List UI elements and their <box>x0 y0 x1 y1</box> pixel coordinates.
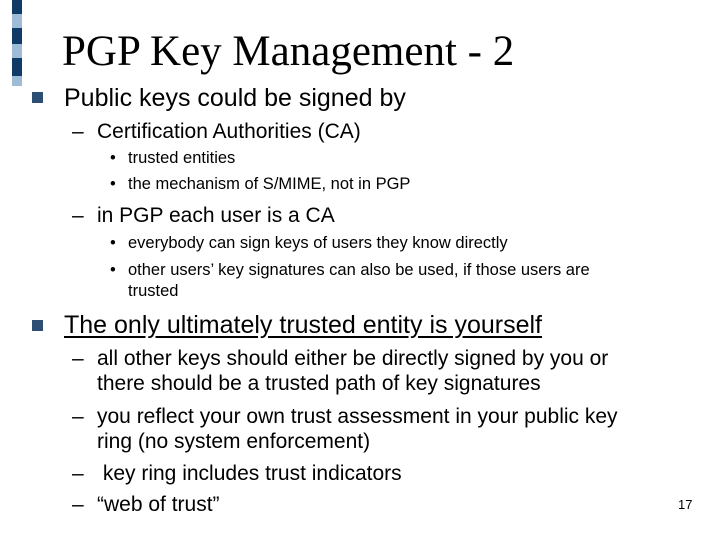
sub-bullet-text: “web of trust” <box>97 493 220 516</box>
bullet-text: The only ultimately trusted entity is yourself <box>64 311 542 339</box>
dot-marker: • <box>110 149 116 167</box>
square-bullet-icon <box>32 92 43 103</box>
bullet-text: Public keys could be signed by <box>64 84 406 112</box>
sub-bullet-text: there should be a trusted path of key signatures <box>97 372 541 395</box>
decorative-stripe <box>0 0 24 540</box>
sub-bullet-text: all other keys should either be directly signed by you or <box>97 347 609 370</box>
stripe-block <box>12 44 22 58</box>
dot-marker: • <box>110 234 116 252</box>
sub-bullet-text: in PGP each user is a CA <box>97 204 335 227</box>
dash-marker: – <box>72 347 84 370</box>
stripe-block <box>12 0 22 14</box>
square-bullet-icon <box>32 320 43 331</box>
dash-marker: – <box>72 120 84 143</box>
dash-marker: – <box>72 493 84 516</box>
dot-marker: • <box>110 261 116 279</box>
sub-sub-bullet-text: trusted entities <box>128 149 236 167</box>
page-number: 17 <box>678 497 693 512</box>
dot-marker: • <box>110 175 116 193</box>
sub-bullet-text: key ring includes trust indicators <box>97 462 402 485</box>
dash-marker: – <box>72 405 84 428</box>
dash-marker: – <box>72 204 84 227</box>
sub-bullet-text: ring (no system enforcement) <box>97 430 371 453</box>
sub-sub-bullet-text: other users’ key signatures can also be used, if those users are <box>128 261 590 279</box>
sub-sub-bullet-text: trusted <box>128 282 179 300</box>
stripe-block <box>12 58 22 76</box>
stripe-block <box>12 14 22 28</box>
sub-sub-bullet-text: the mechanism of S/MIME, not in PGP <box>128 175 411 193</box>
dash-marker: – <box>72 462 84 485</box>
sub-bullet-text: Certification Authorities (CA) <box>97 120 361 143</box>
stripe-block <box>12 76 22 86</box>
stripe-block <box>12 28 22 44</box>
slide-title: PGP Key Management - 2 <box>62 28 515 75</box>
sub-sub-bullet-text: everybody can sign keys of users they know directly <box>128 234 508 252</box>
sub-bullet-text: you reflect your own trust assessment in your public key <box>97 405 618 428</box>
